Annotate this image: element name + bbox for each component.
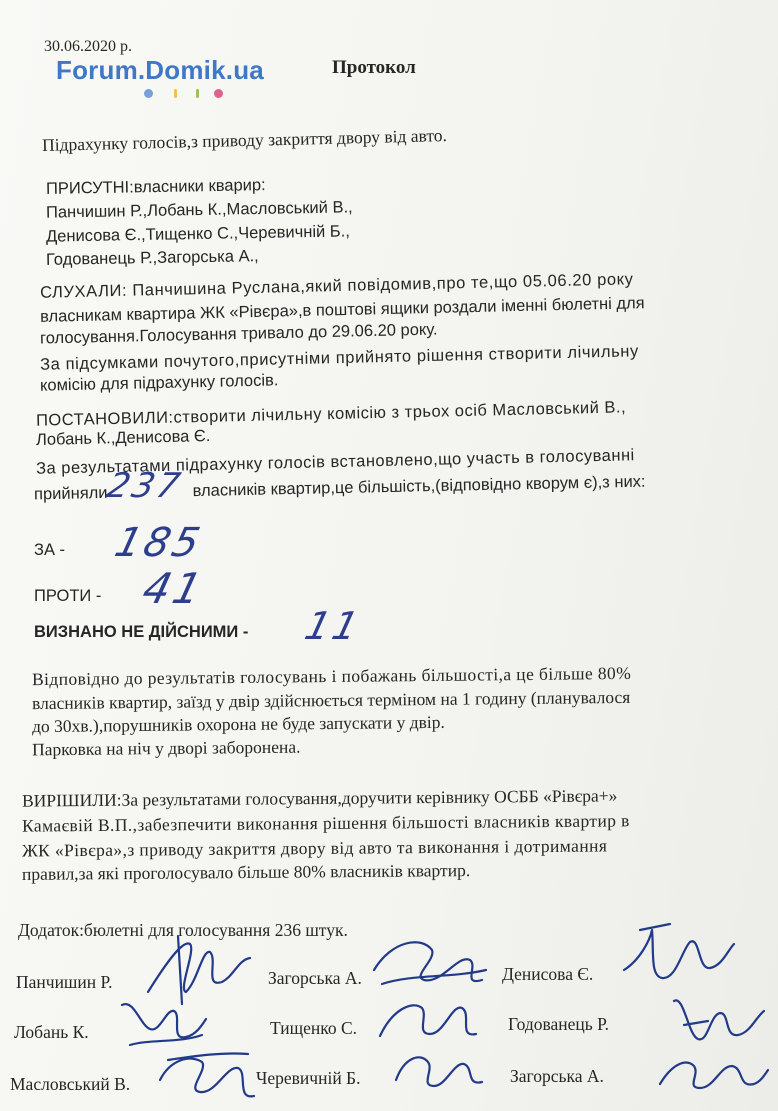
present-line-3: Годованець Р.,Загорська А.,: [45, 247, 259, 269]
vote-invalid-label: ВИЗНАНО НЕ ДІЙСНИМИ -: [34, 623, 249, 641]
result-line-1: Відповідно до результатів голосувань і побажань більшості,а це більше 80%: [31, 662, 632, 690]
watermark-dots: [144, 89, 254, 101]
present-heading: ПРИСУТНІ:власники кварир:: [45, 176, 266, 198]
dot-blue-icon: [144, 89, 153, 98]
result-line-2: власників квартир, заїзд у двір здійснюється терміном на 1 годину (планувалося: [31, 686, 631, 714]
document-title: Протокол: [332, 57, 416, 78]
vote-for-value: 185: [110, 520, 208, 566]
vote-against-label: ПРОТИ -: [34, 587, 102, 605]
signatory-name: Масловський В.: [10, 1074, 131, 1094]
resolved-line-2: Камаєвій В.П.,забезпечити виконання рішення більшості власників квартир в: [21, 810, 630, 836]
signatory-name: Лобань К.: [14, 1022, 89, 1042]
signature-icon: [610, 920, 740, 990]
heard-line-4: За підсумками почутого,присутніми прийнято рішення створити лічильну: [39, 342, 640, 374]
heard-line-1: СЛУХАЛИ: Панчишина Руслана,який повідомив,про те,що 05.06.20 року: [39, 270, 634, 302]
decided-line-1: ПОСТАНОВИЛИ:створити лічильну комісію з трьох осіб Масловський В.,: [35, 398, 627, 430]
resolved-line-3: ЖК «Рівєра»,з приводу закриття двору від авто та виконання і дотримання: [21, 835, 608, 861]
decided-line-4-start: прийняли: [33, 483, 108, 504]
dot-green-icon: [196, 89, 199, 98]
signatory-name: Тищенко С.: [270, 1018, 358, 1038]
signatory-name: Годованець Р.: [508, 1014, 610, 1034]
signatory-name: Загорська А.: [268, 968, 362, 988]
document-date: 30.06.2020 р.: [44, 38, 132, 55]
signatory-name: Денисова Є.: [502, 964, 594, 984]
dot-yellow-icon: [174, 89, 177, 98]
decided-line-3: За результатами підрахунку голосів встановлено,що участь в голосуванні: [35, 446, 635, 478]
result-line-4: Парковка на ніч у дворі заборонена.: [31, 736, 301, 760]
vote-against-value: 41: [137, 564, 210, 613]
signatory-name: Панчишин Р.: [16, 972, 113, 992]
decided-line-2: Лобань К.,Денисова Є.: [35, 427, 211, 449]
vote-for-label: ЗА -: [34, 541, 66, 559]
watermark-text: Forum.Domik.ua: [56, 55, 264, 85]
heard-line-5: комісію для підрахунку голосів.: [39, 371, 279, 395]
decided-line-4-end: власників квартир,це більшість,(відповідно кворум є),з них:: [192, 472, 646, 501]
signatory-name: Черевичній Б.: [256, 1068, 361, 1088]
signatory-name: Загорська А.: [510, 1066, 604, 1086]
heard-line-3: голосування.Голосування тривало до 29.06.20 року.: [39, 320, 438, 348]
vote-invalid-value: 11: [300, 604, 366, 648]
handwritten-total: 237: [103, 466, 187, 506]
present-line-2: Денисова Є.,Тищенко С.,Черевичній Б.,: [45, 222, 350, 246]
heard-line-2: власникам квартира ЖК «Рівєра»,в поштові ящики роздали іменні бюлетні для: [39, 294, 645, 326]
document-subtitle: Підрахунку голосів,з приводу закриття двору від авто.: [41, 125, 448, 155]
resolved-line-1: ВИРІШИЛИ:За результатами голосування,доручити керівнику ОСББ «Рівєра+»: [21, 785, 618, 811]
present-line-1: Панчишин Р.,Лобань К.,Масловський В.,: [45, 198, 353, 222]
appendix-line: Додаток:бюлетні для голосування 236 штук.: [18, 920, 348, 940]
signature-icon: [150, 1040, 260, 1110]
signature-icon: [386, 1040, 486, 1100]
signature-icon: [650, 1040, 770, 1100]
resolved-line-4: правил,за які проголосувало більше 80% власників квартир.: [21, 860, 471, 884]
watermark-logo: [56, 55, 264, 86]
dot-pink-icon: [214, 89, 223, 98]
result-line-3: до 30хв.),порушників охорона не буде запускати у двір.: [31, 711, 445, 737]
